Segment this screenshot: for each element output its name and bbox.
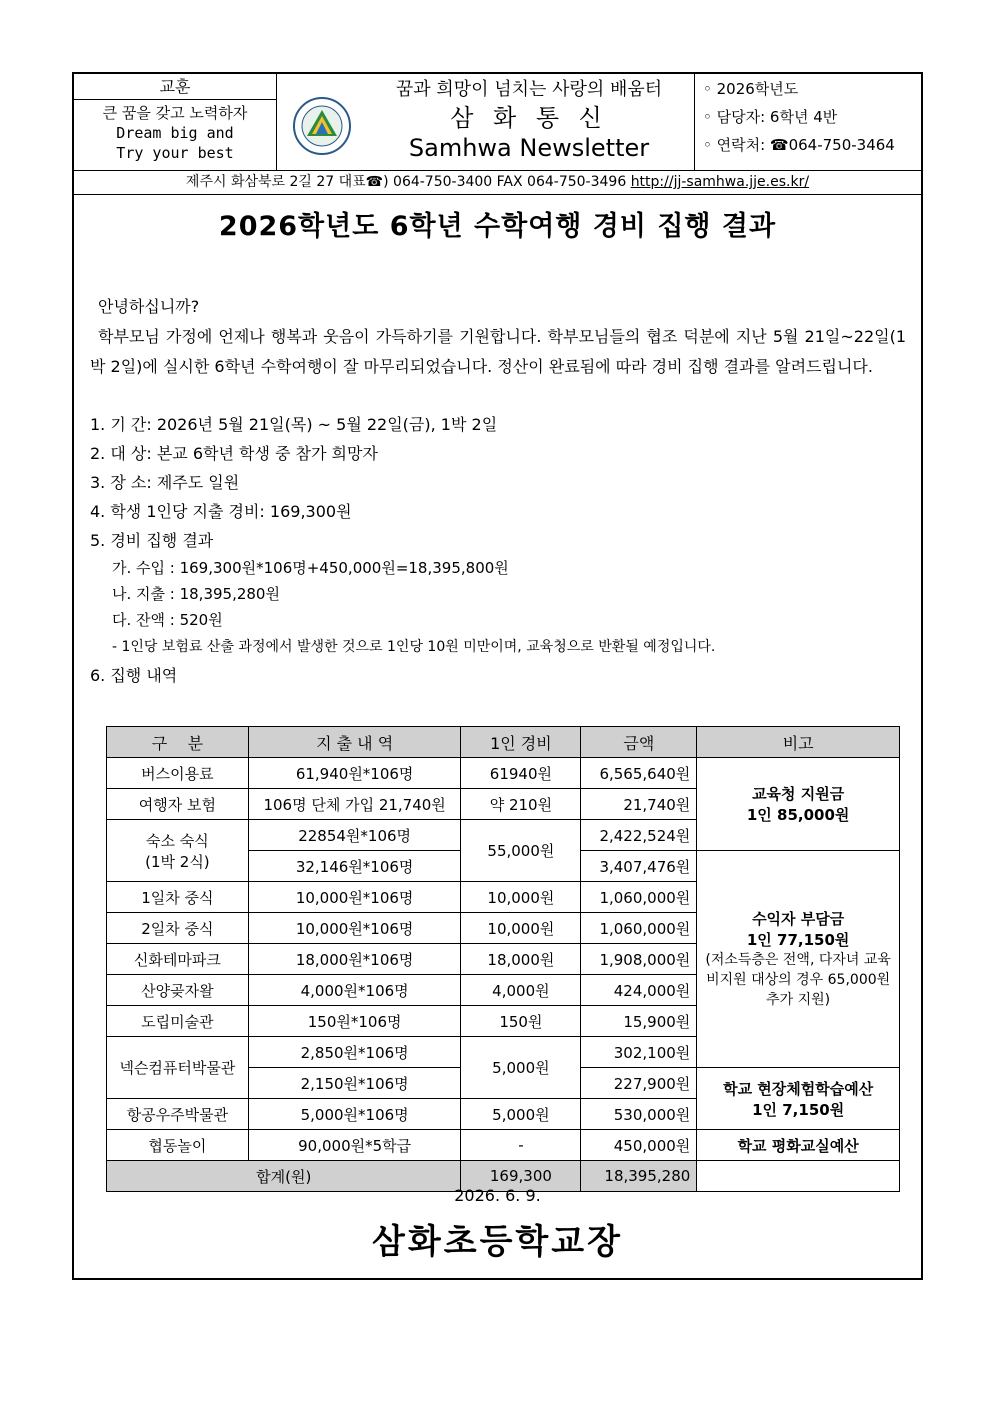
- school-emblem-icon: [292, 96, 352, 156]
- cell-detail: 10,000원*106명: [248, 913, 461, 944]
- col-header-note: 비고: [697, 727, 900, 758]
- item-period: 1. 기 간: 2026년 5월 21일(목) ~ 5월 22일(금), 1박 2일: [90, 415, 498, 434]
- cell-amount: 3,407,476원: [581, 851, 697, 882]
- cell-amount: 424,000원: [581, 975, 697, 1006]
- newsletter-name-english: Samhwa Newsletter: [408, 134, 650, 162]
- newsletter-page: [72, 72, 923, 1280]
- motto-box: [74, 74, 277, 170]
- item-details: 6. 집행 내역: [90, 666, 178, 685]
- cell-amount: 21,740원: [581, 789, 697, 820]
- col-header-detail: 지 출 내 역: [248, 727, 461, 758]
- item-target: 2. 대 상: 본교 6학년 학생 중 참가 희망자: [90, 444, 378, 463]
- cell-amount: 2,422,524원: [581, 820, 697, 851]
- cell-detail: 150원*106명: [248, 1006, 461, 1037]
- intro-paragraph: 학부모님 가정에 언제나 행복과 웃음이 가득하기를 기원합니다. 학부모님들의 협조 덕분에 지난 5월 21일~22일(1박 2일)에 실시한 6학년 수학여행이 잘 마무리되었습니다. 정산이 완료됨에 따라 경비 집행 결과를 알려드립니다.: [90, 327, 906, 376]
- sub-income: 가. 수입 : 169,300원*106명+450,000원=18,395,800원: [112, 559, 509, 577]
- cell-category: 2일차 중식: [107, 913, 249, 944]
- col-header-per-person: 1인 경비: [461, 727, 581, 758]
- motto-english-1: Dream big and: [116, 124, 234, 142]
- info-manager: ◦ 담당자: 6학년 4반: [703, 108, 838, 126]
- cell-note-school-field-budget: 학교 현장체험학습예산 1인 7,150원: [697, 1068, 900, 1130]
- cell-note-beneficiary: 수익자 부담금 1인 77,150원 (저소득층은 전액, 다자녀 교육비지원 대상의 경우 65,000원 추가 지원): [697, 851, 900, 1068]
- motto-title: 교훈: [74, 74, 276, 100]
- cell-category: 넥슨컴퓨터박물관: [107, 1037, 249, 1099]
- balance-note: - 1인당 보험료 산출 과정에서 발생한 것으로 1인당 10원 미만이며, 교육청으로 반환될 예정입니다.: [112, 639, 716, 655]
- motto-english-2: Try your best: [116, 144, 234, 162]
- principal-signature: 삼화초등학교장: [372, 1222, 623, 1262]
- item-cost: 4. 학생 1인당 지출 경비: 169,300원: [90, 502, 352, 521]
- cell-amount: 1,060,000원: [581, 913, 697, 944]
- slogan: 꿈과 희망이 넘치는 사랑의 배움터: [395, 79, 663, 100]
- cell-per-person: 5,000원: [461, 1037, 581, 1099]
- cell-category: 신화테마파크: [107, 944, 249, 975]
- school-website-link[interactable]: http://jj-samhwa.jje.es.kr/: [630, 174, 810, 190]
- cell-category: 항공우주박물관: [107, 1099, 249, 1130]
- cell-amount: 1,908,000원: [581, 944, 697, 975]
- issue-date: 2026. 6. 9.: [454, 1186, 541, 1205]
- cell-amount: 227,900원: [581, 1068, 697, 1099]
- col-header-amount: 금액: [581, 727, 697, 758]
- cell-per-person: 10,000원: [461, 913, 581, 944]
- sub-expense: 나. 지출 : 18,395,280원: [112, 585, 280, 603]
- info-contact: ◦ 연락처: ☎064-750-3464: [703, 136, 895, 154]
- total-label: 합계(원): [107, 1161, 461, 1192]
- cell-category: 버스이용료: [107, 758, 249, 789]
- cell-amount: 450,000원: [581, 1130, 697, 1161]
- cell-per-person: 55,000원: [461, 820, 581, 882]
- address-bar: [74, 170, 921, 195]
- cell-note-education-office: 교육청 지원금 1인 85,000원: [697, 758, 900, 851]
- cell-category: 협동놀이: [107, 1130, 249, 1161]
- cell-detail: 106명 단체 가입 21,740원: [248, 789, 461, 820]
- cell-detail: 10,000원*106명: [248, 882, 461, 913]
- info-year: ◦ 2026학년도: [703, 80, 799, 98]
- cell-per-person: 18,000원: [461, 944, 581, 975]
- cell-category: 여행자 보험: [107, 789, 249, 820]
- newsletter-header: [74, 74, 921, 171]
- expense-table: [106, 726, 900, 1192]
- cell-per-person: 61940원: [461, 758, 581, 789]
- cell-per-person: 150원: [461, 1006, 581, 1037]
- cell-per-person: 5,000원: [461, 1099, 581, 1130]
- info-box: [694, 74, 922, 170]
- cell-note-peace-class: 학교 평화교실예산: [697, 1130, 900, 1161]
- cell-detail: 32,146원*106명: [248, 851, 461, 882]
- cell-per-person: 4,000원: [461, 975, 581, 1006]
- cell-category: 도립미술관: [107, 1006, 249, 1037]
- table-header-row: [107, 727, 900, 758]
- table-row: [107, 1130, 900, 1161]
- cell-category: 숙소 숙식 (1박 2식): [107, 820, 249, 882]
- cell-amount: 15,900원: [581, 1006, 697, 1037]
- cell-per-person: 10,000원: [461, 882, 581, 913]
- item-place: 3. 장 소: 제주도 일원: [90, 473, 240, 492]
- cell-amount: 530,000원: [581, 1099, 697, 1130]
- cell-amount: 1,060,000원: [581, 882, 697, 913]
- address-text: 제주시 화삼북로 2길 27 대표☎) 064-750-3400 FAX 064-750-3496: [185, 174, 627, 190]
- item-list: [90, 410, 906, 690]
- item-result: 5. 경비 집행 결과: [90, 531, 214, 550]
- sub-balance: 다. 잔액 : 520원: [112, 611, 223, 629]
- col-header-category: 구 분: [107, 727, 249, 758]
- newsletter-name-korean: 삼 화 통 신: [450, 104, 608, 132]
- cell-detail: 18,000원*106명: [248, 944, 461, 975]
- cell-category: 산양곶자왈: [107, 975, 249, 1006]
- letter-body: [90, 292, 906, 690]
- cell-detail: 2,850원*106명: [248, 1037, 461, 1068]
- cell-detail: 22854원*106명: [248, 820, 461, 851]
- page-title: 2026학년도 6학년 수학여행 경비 집행 결과: [218, 211, 777, 242]
- cell-amount: 302,100원: [581, 1037, 697, 1068]
- cell-per-person: 약 210원: [461, 789, 581, 820]
- cell-detail: 4,000원*106명: [248, 975, 461, 1006]
- cell-detail: 90,000원*5학급: [248, 1130, 461, 1161]
- cell-detail: 5,000원*106명: [248, 1099, 461, 1130]
- newsletter-title-block: [364, 74, 694, 170]
- cell-detail: 61,940원*106명: [248, 758, 461, 789]
- cell-per-person: -: [461, 1130, 581, 1161]
- cell-detail: 2,150원*106명: [248, 1068, 461, 1099]
- cell-amount: 6,565,640원: [581, 758, 697, 789]
- total-per-person: 169,300: [461, 1161, 581, 1192]
- cell-category: 1일차 중식: [107, 882, 249, 913]
- motto-korean: 큰 꿈을 갖고 노력하자: [102, 104, 248, 122]
- table-row: [107, 758, 900, 789]
- greeting: 안녕하십니까?: [98, 297, 200, 316]
- total-amount: 18,395,280: [581, 1161, 697, 1192]
